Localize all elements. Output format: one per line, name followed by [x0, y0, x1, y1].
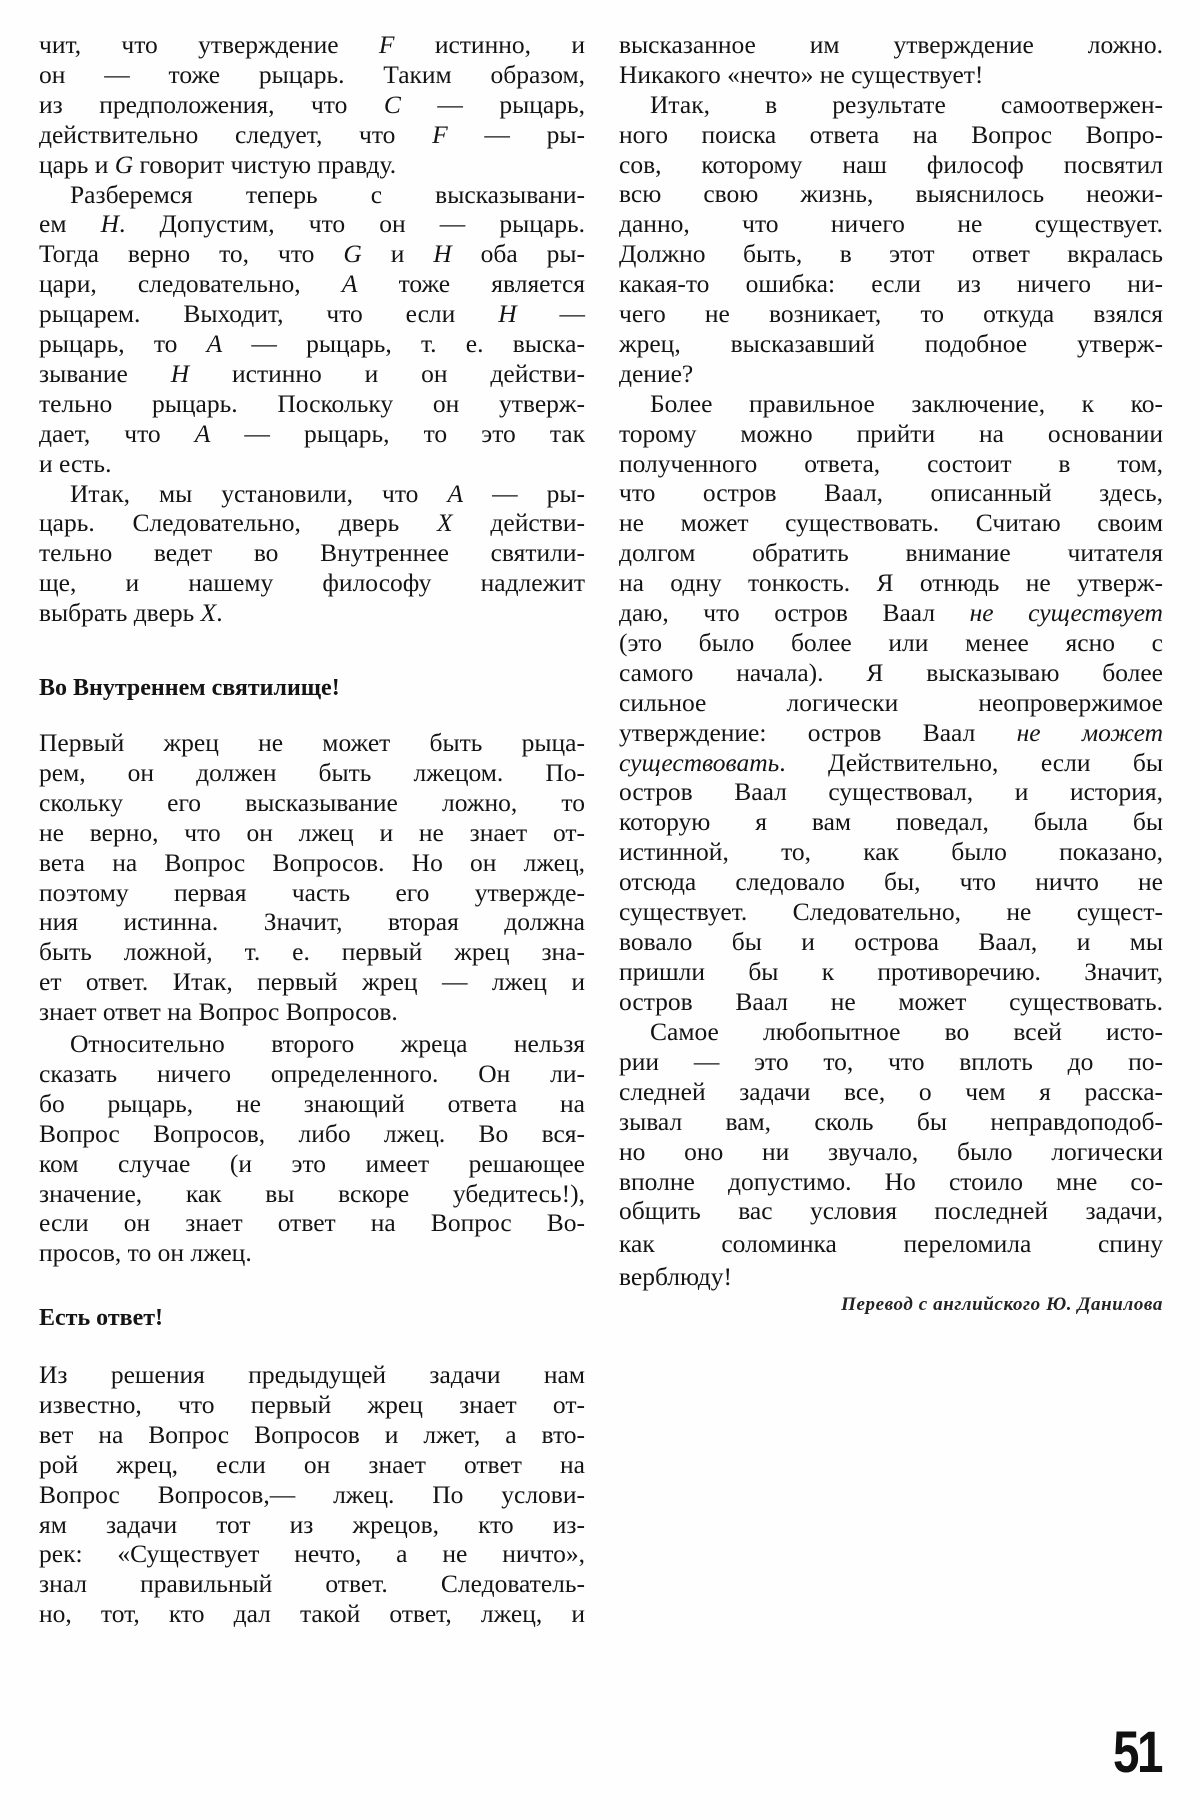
text-line: цари, следовательно, A тоже является	[39, 269, 585, 299]
text-line: (это было более или менее ясно с	[619, 627, 1163, 657]
text-line: знал правильный ответ. Следователь-	[39, 1569, 585, 1599]
text-line: дает, что A — рыцарь, то это так	[39, 418, 585, 448]
text-line: рыцарь, то A — рыцарь, т. е. выска-	[39, 329, 585, 358]
text-line: известно, что первый жрец знает от-	[39, 1389, 585, 1419]
text-line: Вопрос Вопросов, либо лжец. Во вся-	[39, 1118, 585, 1148]
text-line: Тогда верно то, что G и H оба ры-	[39, 239, 585, 269]
text-line: царь. Следовательно, дверь X действи-	[39, 508, 585, 538]
text-line: знает ответ на Вопрос Вопросов.	[39, 997, 398, 1027]
text-line: вовало бы и острова Ваал, и мы	[619, 926, 1163, 956]
text-line: тельно рыцарь. Поскольку он утверж-	[39, 388, 585, 418]
text-line: дение?	[619, 358, 694, 388]
text-line: существует. Следовательно, не сущест-	[619, 897, 1163, 927]
text-line: рем, он должен быть лжецом. По-	[39, 757, 585, 787]
text-line: Самое любопытное во всей исто-	[650, 1017, 1163, 1046]
translator-attribution: Перевод с английского Ю. Данилова	[841, 1294, 1163, 1315]
text-line: но, тот, кто дал такой ответ, лжец, и	[39, 1599, 585, 1629]
text-line: ком случае (и это имеет решающее	[39, 1148, 585, 1178]
text-line: рии — это то, что вплоть до по-	[619, 1046, 1163, 1076]
text-line: рек: «Существует нечто, а не ничто»,	[39, 1539, 585, 1569]
text-line: даю, что остров Ваал не существует	[619, 598, 1163, 628]
text-line: Разберемся теперь с высказывани-	[70, 179, 585, 209]
text-line: действительно следует, что F — ры-	[39, 119, 586, 149]
text-line: и есть.	[39, 448, 112, 478]
text-line: вет на Вопрос Вопросов и лжет, а вто-	[39, 1419, 585, 1449]
text-line: которую я вам поведал, была бы	[619, 807, 1163, 837]
text-line: не верно, что он лжец и не знает от-	[39, 817, 585, 847]
text-line: верблюду!	[619, 1262, 732, 1292]
text-line: тельно ведет во Внутреннее святили-	[39, 538, 585, 568]
text-line: быть ложной, т. е. первый жрец зна-	[39, 937, 585, 967]
text-line: вета на Вопрос Вопросов. Но он лжец,	[39, 847, 585, 877]
text-line: чего не возникает, то откуда взялся	[619, 299, 1163, 329]
text-line: истинной, то, как было показано,	[619, 837, 1163, 867]
text-line: высказанное им утверждение ложно.	[619, 30, 1163, 59]
text-line: Более правильное заключение, к ко-	[650, 388, 1163, 418]
text-line: на одну тонкость. Я отнюдь не утверж-	[619, 568, 1163, 598]
text-line: долгом обратить внимание читателя	[619, 538, 1163, 568]
text-line: Итак, мы установили, что A — ры-	[70, 478, 585, 508]
text-line: следней задачи все, о чем я расска-	[619, 1076, 1163, 1106]
text-line: скольку его высказывание ложно, то	[39, 787, 585, 817]
text-line: ет ответ. Итак, первый жрец — лжец и	[39, 967, 585, 997]
section-heading: Во Внутреннем святилище!	[39, 675, 340, 701]
text-line: какая-то ошибка: если из ничего ни-	[619, 269, 1163, 299]
text-line: царь и G говорит чистую правду.	[39, 149, 397, 179]
text-line: Итак, в результате самоотвержен-	[650, 89, 1163, 119]
text-line: значение, как вы вскоре убедитесь!),	[39, 1178, 585, 1208]
text-line: самого начала). Я высказываю более	[619, 657, 1163, 687]
text-line: полученного ответа, состоит в том,	[619, 448, 1163, 478]
text-line: из предположения, что C — рыцарь,	[39, 89, 585, 119]
text-line: сказать ничего определенного. Он ли-	[39, 1058, 585, 1088]
text-line: что остров Ваал, описанный здесь,	[619, 478, 1163, 508]
text-line: чит, что утверждение F истинно, и	[39, 30, 585, 59]
text-line: утверждение: остров Ваал не может	[619, 717, 1163, 747]
text-line: бо рыцарь, не знающий ответа на	[39, 1088, 585, 1118]
text-line: существовать. Действительно, если бы	[619, 747, 1163, 777]
text-line: не может существовать. Считаю своим	[619, 508, 1163, 538]
text-line: как соломинка переломила спину	[619, 1229, 1163, 1259]
text-line: поэтому первая часть его утвержде-	[39, 877, 585, 907]
text-line: остров Ваал существовал, и история,	[619, 777, 1163, 807]
text-line: просов, то он лжец.	[39, 1238, 252, 1268]
text-line: но оно ни звучало, было логически	[619, 1136, 1163, 1166]
text-line: зывание H истинно и он действи-	[39, 358, 585, 388]
text-line: зывал вам, сколь бы неправдоподоб-	[619, 1106, 1163, 1136]
text-line: Никакого «нечто» не существует!	[619, 59, 984, 89]
text-line: всю свою жизнь, выяснилось неожи-	[619, 179, 1163, 209]
text-line: ще, и нашему философу надлежит	[39, 568, 585, 598]
text-line: выбрать дверь X.	[39, 598, 223, 628]
text-line: общить вас условия последней задачи,	[619, 1196, 1163, 1226]
text-line: ния истинна. Значит, вторая должна	[39, 907, 585, 937]
text-line: жрец, высказавший подобное утверж-	[619, 328, 1163, 358]
text-line: ем H. Допустим, что он — рыцарь.	[39, 209, 585, 239]
text-line: Относительно второго жреца нельзя	[70, 1029, 585, 1058]
text-line: рой жрец, если он знает ответ на	[39, 1449, 585, 1479]
text-line: ям задачи тот из жрецов, кто из-	[39, 1509, 585, 1539]
text-line: Вопрос Вопросов,— лжец. По услови-	[39, 1479, 585, 1509]
text-line: если он знает ответ на Вопрос Во-	[39, 1208, 585, 1238]
text-line: рыцарем. Выходит, что если H —	[39, 299, 585, 329]
text-line: Из решения предыдущей задачи нам	[39, 1360, 585, 1389]
text-line: пришли бы к противоречию. Значит,	[619, 956, 1163, 986]
text-line: сильное логически неопровержимое	[619, 687, 1163, 717]
page-number: 51	[1113, 1720, 1161, 1785]
text-line: торому можно прийти на основании	[619, 418, 1163, 448]
text-line: сов, которому наш философ посвятил	[619, 149, 1163, 179]
text-line: ного поиска ответа на Вопрос Вопро-	[619, 119, 1163, 149]
text-line: остров Ваал не может существовать.	[619, 986, 1163, 1016]
text-line: вполне допустимо. Но стоило мне со-	[619, 1166, 1163, 1196]
text-line: данно, что ничего не существует.	[619, 209, 1163, 239]
text-line: отсюда следовало бы, что ничто не	[619, 867, 1163, 897]
text-line: Первый жрец не может быть рыца-	[39, 728, 585, 757]
text-line: он — тоже рыцарь. Таким образом,	[39, 59, 585, 89]
text-line: Должно быть, в этот ответ вкралась	[619, 239, 1163, 269]
section-heading: Есть ответ!	[39, 1305, 164, 1331]
